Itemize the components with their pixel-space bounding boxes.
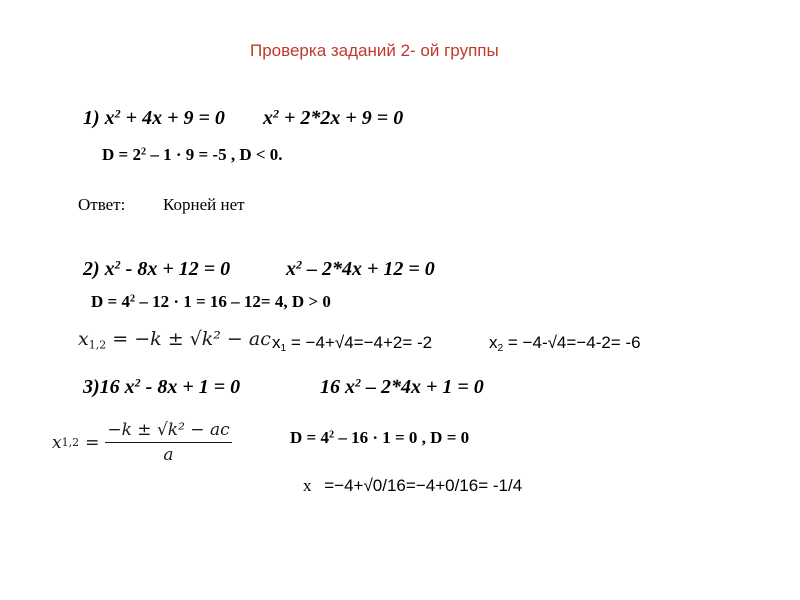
task2-x2-subscript: 2: [497, 343, 504, 355]
task2-x2-value: = −4-√4=−4-2= -6: [507, 333, 641, 352]
task3-eq-a-exponent: 2: [134, 375, 141, 390]
task1-eq-b-exponent: 2: [273, 106, 279, 121]
task1-eq-b-rest: + 2*2x + 9 = 0: [284, 107, 404, 129]
answer-label: Ответ:: [78, 195, 126, 214]
task2-x1-value: = −4+√4=−4+2= -2: [290, 333, 433, 352]
task3-equation-rewritten: [320, 376, 484, 399]
task3-eq-a-pre: 16 x: [99, 376, 135, 398]
task2-x1-subscript: 1: [280, 343, 287, 355]
task2-x1-var: x: [272, 333, 281, 352]
task2-root-formula: [78, 328, 271, 350]
task3-root-x: [303, 476, 522, 496]
task1-equation-original: [83, 107, 225, 130]
task3-number: 3): [83, 376, 100, 398]
task3-root-formula: x 1,2 = $\frac{\text{−k ± √k² − ac}}{a}$: [52, 420, 230, 465]
task3-eq-a-rest: - 8x + 1 = 0: [145, 376, 241, 398]
task1-eq-b-var: x: [263, 107, 273, 129]
task2-eq-b-exponent: 2: [296, 257, 302, 272]
task2-disc-pre: D = 4: [91, 292, 130, 311]
task3-formula-fraction: [105, 420, 231, 465]
task3-equation-original: [83, 376, 240, 399]
task3-formula-numerator: −k ± √k² − ac: [105, 420, 231, 443]
task2-equation-original: [83, 258, 230, 281]
task2-eq-a-exponent: 2: [114, 257, 121, 272]
task1-eq-a-rest: + 4x + 9 = 0: [125, 107, 225, 129]
task1-number: 1): [83, 107, 100, 129]
task2-number: 2): [83, 258, 100, 280]
task2-root-x1: [272, 333, 432, 353]
task1-discriminant: [102, 145, 283, 165]
task2-equation-rewritten: [286, 258, 435, 281]
answer-value: Корней нет: [163, 195, 245, 214]
task3-x-var: x: [303, 476, 312, 495]
task3-disc-rest: – 16 · 1 = 0 , D = 0: [338, 428, 470, 447]
page-title: Проверка заданий 2- ой группы: [250, 41, 499, 60]
task3-discriminant: [290, 428, 469, 448]
task2-eq-b-rest: – 2*4x + 12 = 0: [307, 258, 435, 280]
task2-eq-a-rest: - 8x + 12 = 0: [125, 258, 231, 280]
task1-disc-pre: D = 2: [102, 145, 141, 164]
task2-eq-a-var: x: [104, 258, 115, 280]
task1-equation-rewritten: [263, 107, 403, 130]
task3-eq-b-rest: – 2*4x + 1 = 0: [366, 376, 484, 398]
task3-x-value: =−4+√0/16=−4+0/16= -1/4: [324, 476, 523, 495]
task2-discriminant: [91, 292, 331, 312]
task2-disc-rest: – 12 · 1 = 16 – 12= 4, D > 0: [139, 292, 331, 311]
task2-formula-rhs: = −k ± √k² − ac: [112, 328, 271, 350]
task2-eq-b-var: x: [286, 258, 296, 280]
task2-root-x2: [489, 333, 641, 353]
task3-disc-pre: D = 4: [290, 428, 329, 447]
task3-eq-b-exponent: 2: [355, 375, 361, 390]
task3-eq-b-pre: 16 x: [320, 376, 355, 398]
task2-disc-exponent: 2: [129, 293, 136, 305]
task1-eq-a-exponent: 2: [114, 106, 121, 121]
task3-formula-equals: =: [85, 432, 100, 453]
task2-x2-var: x: [489, 333, 498, 352]
task3-formula-denominator: a: [163, 445, 174, 465]
task1-disc-rest: – 1 · 9 = -5 , D < 0.: [150, 145, 283, 164]
task1-disc-exponent: 2: [140, 146, 147, 158]
task1-eq-a-var: x: [104, 107, 115, 129]
task3-formula-lhs: x: [52, 432, 62, 453]
task2-formula-lhs: x: [78, 328, 89, 350]
task3-disc-exponent: 2: [328, 429, 335, 441]
task2-formula-subscript: 1,2: [88, 338, 107, 352]
